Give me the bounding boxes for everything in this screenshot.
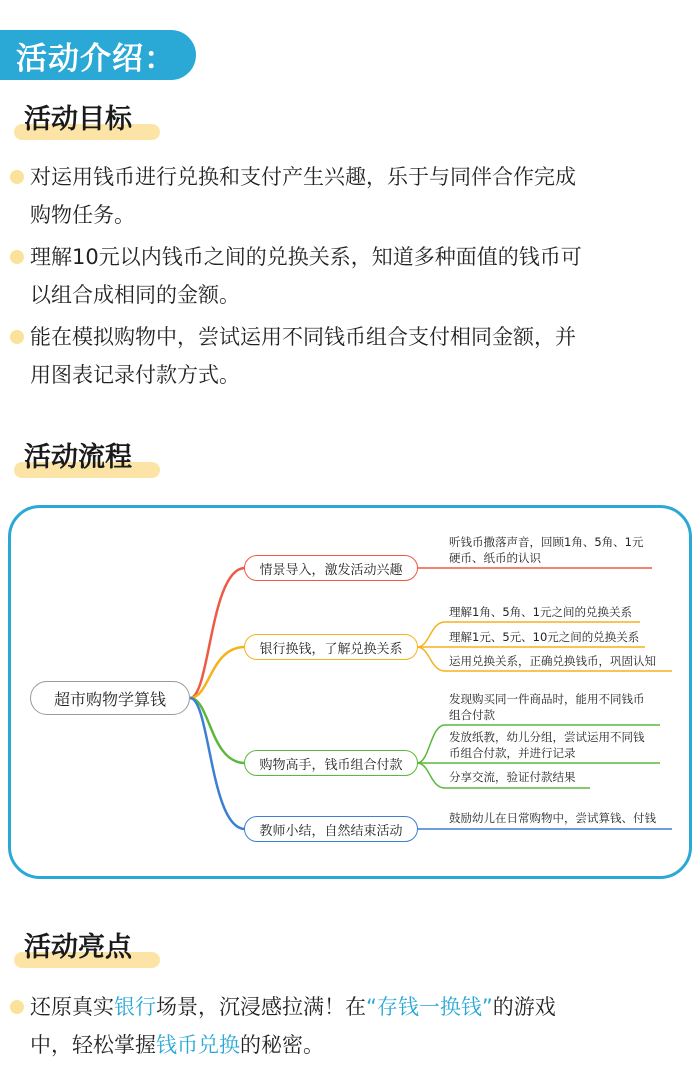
flow-title-text: 活动流程 — [24, 442, 132, 473]
emphasis-text: 钱币兑换 — [156, 1033, 240, 1057]
emphasis-text: 银行 — [114, 995, 156, 1019]
leaf-node: 分享交流，验证付款结果 — [449, 770, 576, 784]
highlight-item — [10, 988, 690, 1064]
leaf-node — [449, 691, 645, 723]
branch-node: 购物高手，钱币组合付款 — [244, 750, 418, 776]
highlight-line-1 — [10, 988, 690, 1026]
leaf-line: 组合付款 — [449, 708, 495, 722]
text-span: 的游戏 — [492, 995, 556, 1019]
bullet-dot-icon — [10, 1000, 24, 1014]
leaf-node — [449, 729, 645, 761]
goal-line: 对运用钱币进行兑换和支付产生兴趣，乐于与同伴合作完成 — [30, 165, 576, 189]
leaf-node: 理解1角、5角、1元之间的兑换关系 — [449, 605, 632, 619]
text-span: 还原真实 — [30, 995, 114, 1019]
intro-banner-label: 活动介绍： — [16, 40, 176, 77]
goal-line: 购物任务。 — [30, 203, 135, 227]
mindmap-root: 超市购物学算钱 — [30, 681, 190, 715]
text-span: 场景，沉浸感拉满！在 — [156, 995, 366, 1019]
goal-line: 能在模拟购物中，尝试运用不同钱币组合支付相同金额，并 — [30, 325, 576, 349]
text-span: 中，轻松掌握 — [30, 1033, 156, 1057]
leaf-line: 硬币、纸币的认识 — [449, 551, 541, 565]
text-span: 的秘密。 — [240, 1033, 324, 1057]
leaf-line: 发放纸教，幼儿分组，尝试运用不同钱 — [449, 730, 645, 744]
goal-line: 以组合成相同的金额。 — [30, 283, 240, 307]
leaf-line: 发现购买同一件商品时，能用不同钱币 — [449, 692, 645, 706]
connector-line — [190, 698, 245, 829]
highlight-line-2 — [10, 1026, 690, 1064]
branch-node: 教师小结，自然结束活动 — [244, 816, 418, 842]
highlights-title-text: 活动亮点 — [24, 932, 132, 963]
leaf-node: 理解1元、5元、10元之间的兑换关系 — [449, 630, 640, 644]
goal-line: 理解10元以内钱币之间的兑换关系，知道多种面值的钱币可 — [30, 245, 582, 269]
leaf-line: 听钱币撒落声音，回顾1角、5角、1元 — [449, 535, 644, 549]
leaf-node: 运用兑换关系，正确兑换钱币，巩固认知 — [449, 654, 656, 668]
goal-line: 用图表记录付款方式。 — [30, 363, 240, 387]
branch-node: 银行换钱，了解兑换关系 — [244, 634, 418, 660]
leaf-node: 鼓励幼儿在日常购物中，尝试算钱、付钱 — [449, 811, 656, 825]
leaf-node — [449, 534, 643, 566]
connector-line — [190, 568, 245, 698]
highlights-section-title — [14, 928, 132, 972]
branch-node: 情景导入，激发活动兴趣 — [244, 555, 418, 581]
goals-title-text: 活动目标 — [24, 104, 132, 135]
leaf-line: 币组合付款，并进行记录 — [449, 746, 576, 760]
emphasis-text: “存钱一换钱” — [366, 995, 493, 1019]
